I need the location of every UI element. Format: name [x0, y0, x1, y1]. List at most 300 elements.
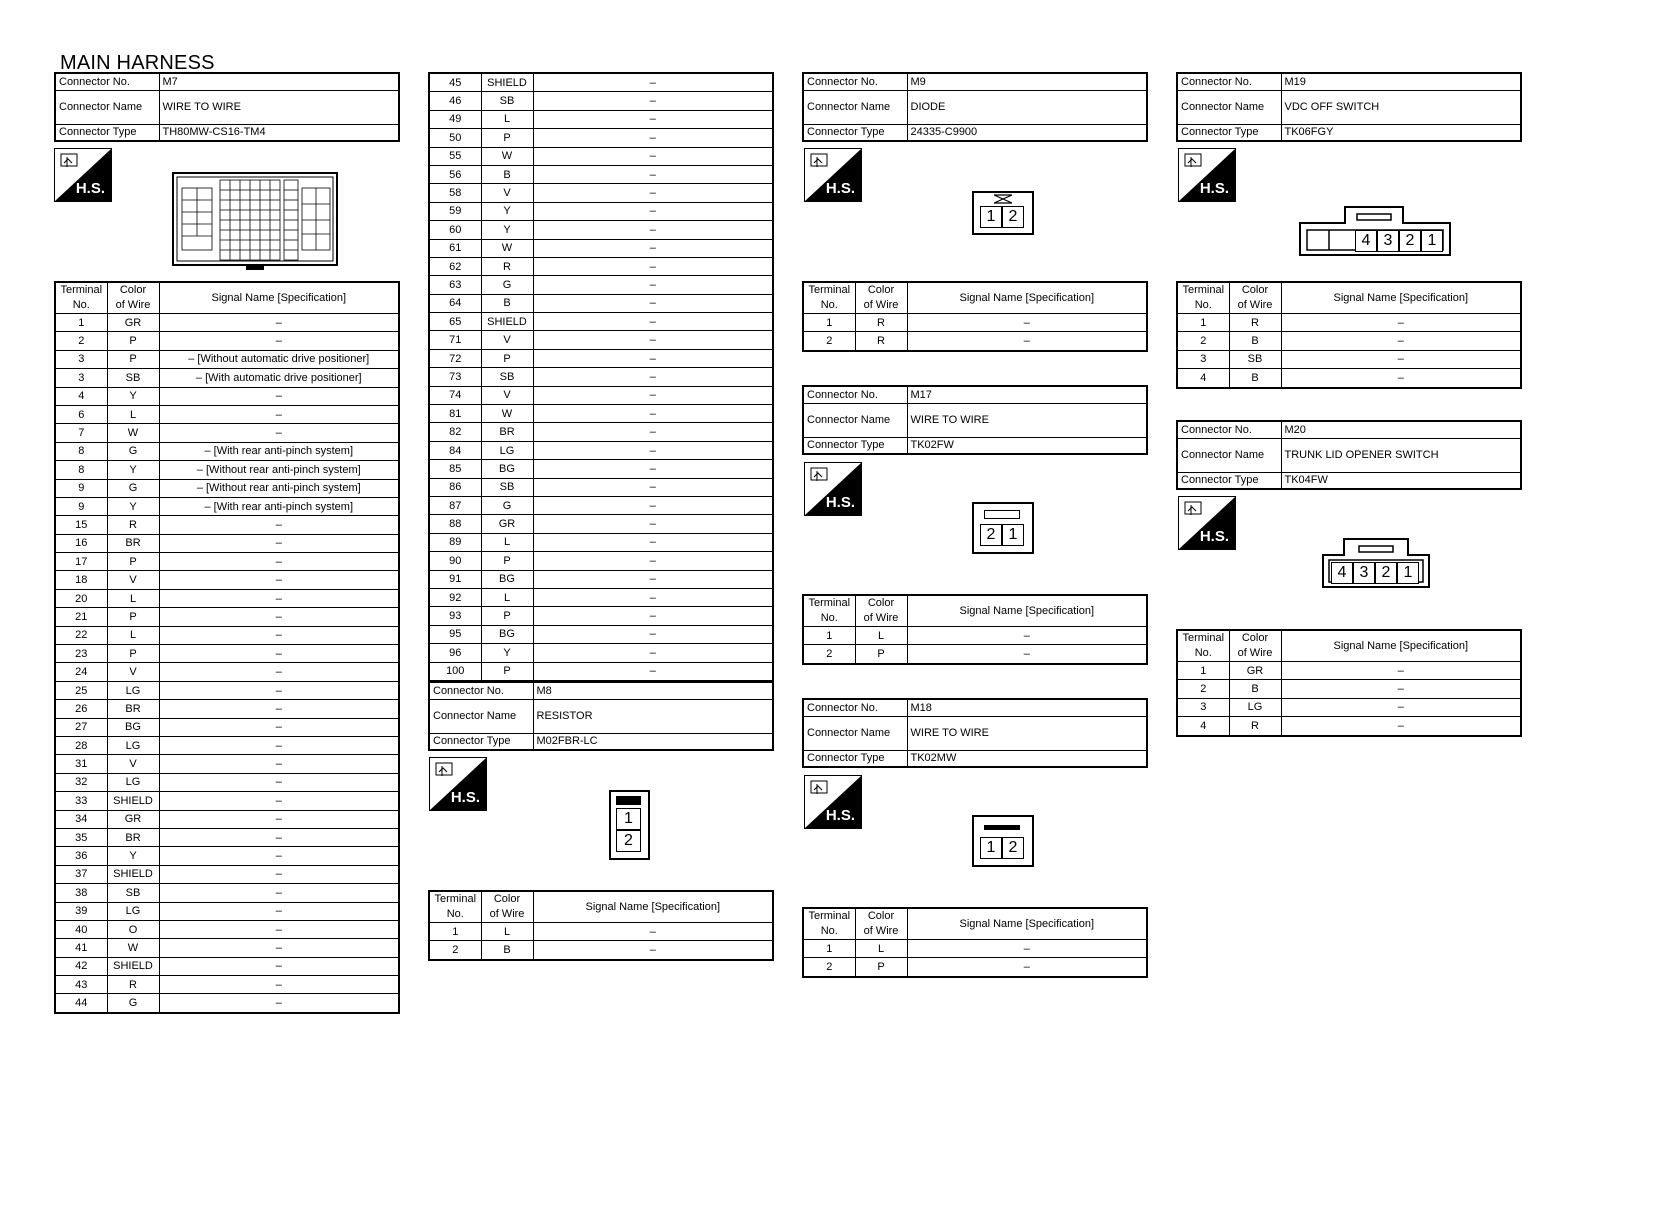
terminal-no-cell: 3: [55, 369, 107, 387]
wire-color-cell: GR: [107, 810, 159, 828]
m17-pin: 2: [980, 524, 1002, 546]
wire-color-cell: W: [481, 239, 533, 257]
terminal-no-cell: 88: [429, 515, 481, 533]
wire-color-cell: R: [107, 516, 159, 534]
header-signal-name: Signal Name [Specification]: [159, 282, 399, 314]
signal-name-cell: –: [159, 534, 399, 552]
header-signal-name: Signal Name [Specification]: [907, 282, 1147, 314]
table-row: [55, 553, 399, 571]
table-row: [429, 662, 773, 681]
m19-pin: 4: [1355, 230, 1377, 252]
hs-label: H.S.: [1199, 180, 1229, 197]
terminal-no-cell: 64: [429, 294, 481, 312]
signal-name-cell: –: [533, 331, 773, 349]
header-signal-name: Signal Name [Specification]: [907, 908, 1147, 940]
table-row: [55, 314, 399, 332]
m19-connector-type: TK06FGY: [1281, 124, 1521, 141]
signal-name-cell: –: [533, 184, 773, 202]
wire-color-cell: V: [481, 184, 533, 202]
table-row: [429, 644, 773, 662]
signal-name-cell: –: [533, 460, 773, 478]
label-connector-no: Connector No.: [803, 386, 907, 403]
terminal-no-cell: 2: [803, 332, 855, 351]
wire-color-cell: LG: [1229, 698, 1281, 716]
hs-harness-side-icon: [429, 757, 487, 811]
table-row: [55, 755, 399, 773]
header-color-of-wire: Color of Wire: [107, 282, 159, 314]
signal-name-cell: –: [159, 736, 399, 754]
signal-name-cell: –: [159, 332, 399, 350]
hs-harness-side-icon: [804, 462, 862, 516]
table-row: [429, 570, 773, 588]
terminal-no-cell: 87: [429, 496, 481, 514]
table-row: [55, 626, 399, 644]
signal-name-cell: –: [907, 958, 1147, 977]
signal-name-cell: –: [159, 718, 399, 736]
table-row: [429, 184, 773, 202]
m20-connector-face-icon: [1322, 538, 1430, 586]
signal-name-cell: –: [159, 424, 399, 442]
signal-name-cell: –: [159, 828, 399, 846]
m17-connector-no: M17: [907, 386, 1147, 403]
signal-name-cell: –: [533, 441, 773, 459]
wire-color-cell: P: [481, 662, 533, 681]
table-row: [55, 865, 399, 883]
wire-color-cell: G: [107, 479, 159, 497]
signal-name-cell: – [With automatic drive positioner]: [159, 369, 399, 387]
header-signal-name: Signal Name [Specification]: [1281, 282, 1521, 314]
label-connector-type: Connector Type: [55, 124, 159, 141]
table-row: [429, 239, 773, 257]
terminal-no-cell: 2: [429, 941, 481, 960]
label-connector-name: Connector Name: [803, 90, 907, 124]
terminal-no-cell: 23: [55, 645, 107, 663]
wire-color-cell: SB: [481, 92, 533, 110]
table-row: [55, 736, 399, 754]
wire-color-cell: L: [481, 923, 533, 941]
wire-color-cell: G: [107, 442, 159, 460]
terminal-no-cell: 41: [55, 939, 107, 957]
header-terminal-no: Terminal No.: [803, 282, 855, 314]
table-row: [55, 497, 399, 515]
signal-name-cell: –: [533, 221, 773, 239]
table-row: [55, 994, 399, 1013]
table-row: [55, 350, 399, 368]
wire-color-cell: W: [107, 939, 159, 957]
signal-name-cell: –: [159, 773, 399, 791]
terminal-no-cell: 21: [55, 608, 107, 626]
connector-m20-info: [1176, 420, 1522, 490]
terminal-no-cell: 32: [55, 773, 107, 791]
header-signal-name: Signal Name [Specification]: [907, 595, 1147, 627]
table-row: [1177, 332, 1521, 350]
m18-pin: 2: [1002, 837, 1024, 859]
m19-connector-face-icon: [1299, 206, 1449, 254]
hs-label: H.S.: [1199, 528, 1229, 545]
wire-color-cell: B: [481, 165, 533, 183]
label-connector-name: Connector Name: [803, 716, 907, 750]
hs-label: H.S.: [825, 807, 855, 824]
terminal-no-cell: 40: [55, 920, 107, 938]
wire-color-cell: P: [107, 645, 159, 663]
terminal-no-cell: 6: [55, 405, 107, 423]
table-row: [429, 386, 773, 404]
table-row: [803, 627, 1147, 645]
table-row: [55, 461, 399, 479]
signal-name-cell: –: [159, 553, 399, 571]
signal-name-cell: –: [533, 386, 773, 404]
terminal-no-cell: 59: [429, 202, 481, 220]
table-row: [1177, 662, 1521, 680]
wire-color-cell: Y: [481, 221, 533, 239]
m7-connector-no: M7: [159, 73, 399, 90]
wire-color-cell: SHIELD: [481, 313, 533, 331]
wire-color-cell: BG: [481, 570, 533, 588]
signal-name-cell: –: [159, 626, 399, 644]
m8-lock-tab: [616, 796, 641, 805]
table-row: [429, 165, 773, 183]
table-row: [55, 828, 399, 846]
table-row: [55, 957, 399, 975]
wire-color-cell: L: [107, 589, 159, 607]
signal-name-cell: –: [1281, 680, 1521, 698]
terminal-no-cell: 44: [55, 994, 107, 1013]
m7-connector-type: TH80MW-CS16-TM4: [159, 124, 399, 141]
wire-color-cell: BG: [107, 718, 159, 736]
wire-color-cell: P: [107, 332, 159, 350]
m19-connector-no: M19: [1281, 73, 1521, 90]
label-connector-type: Connector Type: [1177, 472, 1281, 489]
table-row: [55, 884, 399, 902]
signal-name-cell: – [With rear anti-pinch system]: [159, 442, 399, 460]
m17-terminal-table: [802, 594, 1148, 665]
terminal-no-cell: 55: [429, 147, 481, 165]
connector-m19-info: [1176, 72, 1522, 142]
m20-pin: 3: [1353, 562, 1375, 584]
wire-color-cell: V: [481, 331, 533, 349]
table-row: [55, 589, 399, 607]
signal-name-cell: –: [533, 294, 773, 312]
table-row: [429, 625, 773, 643]
table-row: [55, 534, 399, 552]
connector-m17-info: [802, 385, 1148, 455]
wire-color-cell: BR: [107, 828, 159, 846]
table-row: [55, 369, 399, 387]
wire-color-cell: B: [481, 941, 533, 960]
signal-name-cell: –: [533, 570, 773, 588]
wire-color-cell: P: [107, 608, 159, 626]
m9-connector-no: M9: [907, 73, 1147, 90]
m7-connector-name: WIRE TO WIRE: [159, 90, 399, 124]
label-connector-type: Connector Type: [803, 124, 907, 141]
table-row: [429, 441, 773, 459]
signal-name-cell: –: [159, 976, 399, 994]
terminal-no-cell: 2: [1177, 332, 1229, 350]
wire-color-cell: BG: [481, 460, 533, 478]
m7-terminal-table-continued: [428, 72, 774, 682]
header-terminal-no: Terminal No.: [429, 891, 481, 923]
m18-connector-type: TK02MW: [907, 750, 1147, 767]
table-row: [429, 423, 773, 441]
wire-color-cell: R: [855, 332, 907, 351]
m8-connector-name: RESISTOR: [533, 699, 773, 733]
m19-pin: 1: [1421, 230, 1443, 252]
terminal-no-cell: 65: [429, 313, 481, 331]
hs-label: H.S.: [75, 180, 105, 197]
terminal-no-cell: 95: [429, 625, 481, 643]
wire-color-cell: Y: [481, 202, 533, 220]
label-connector-no: Connector No.: [1177, 73, 1281, 90]
terminal-no-cell: 84: [429, 441, 481, 459]
terminal-no-cell: 22: [55, 626, 107, 644]
m18-lock-tab: [984, 825, 1020, 830]
signal-name-cell: –: [1281, 350, 1521, 368]
table-row: [429, 257, 773, 275]
terminal-no-cell: 62: [429, 257, 481, 275]
signal-name-cell: –: [159, 387, 399, 405]
table-row: [55, 405, 399, 423]
wire-color-cell: R: [481, 257, 533, 275]
table-row: [429, 533, 773, 551]
table-row: [55, 442, 399, 460]
terminal-no-cell: 17: [55, 553, 107, 571]
terminal-no-cell: 50: [429, 129, 481, 147]
wire-color-cell: BR: [481, 423, 533, 441]
m7-connector-face-icon: [172, 172, 338, 275]
table-row: [429, 110, 773, 128]
table-row: [429, 331, 773, 349]
m9-connector-type: 24335-C9900: [907, 124, 1147, 141]
label-connector-name: Connector Name: [429, 699, 533, 733]
terminal-no-cell: 1: [803, 940, 855, 958]
signal-name-cell: –: [533, 73, 773, 92]
wire-color-cell: R: [855, 314, 907, 332]
signal-name-cell: –: [159, 810, 399, 828]
signal-name-cell: –: [159, 700, 399, 718]
table-row: [55, 792, 399, 810]
table-row: [803, 314, 1147, 332]
m19-pin: 3: [1377, 230, 1399, 252]
signal-name-cell: –: [159, 405, 399, 423]
wire-color-cell: GR: [1229, 662, 1281, 680]
wire-color-cell: P: [481, 349, 533, 367]
signal-name-cell: –: [533, 625, 773, 643]
header-color-of-wire: Color of Wire: [855, 282, 907, 314]
wire-color-cell: G: [481, 276, 533, 294]
header-signal-name: Signal Name [Specification]: [1281, 630, 1521, 662]
table-row: [55, 920, 399, 938]
signal-name-cell: –: [159, 681, 399, 699]
terminal-no-cell: 42: [55, 957, 107, 975]
wire-color-cell: G: [481, 496, 533, 514]
terminal-no-cell: 86: [429, 478, 481, 496]
table-row: [55, 332, 399, 350]
m7-terminal-table: [54, 281, 400, 1014]
signal-name-cell: –: [533, 147, 773, 165]
m20-connector-name: TRUNK LID OPENER SWITCH: [1281, 438, 1521, 472]
terminal-no-cell: 34: [55, 810, 107, 828]
m20-pin: 1: [1397, 562, 1419, 584]
wire-color-cell: P: [107, 553, 159, 571]
wire-color-cell: B: [1229, 680, 1281, 698]
connector-m9-info: [802, 72, 1148, 142]
signal-name-cell: –: [533, 276, 773, 294]
m19-terminal-table: [1176, 281, 1522, 389]
terminal-no-cell: 38: [55, 884, 107, 902]
terminal-no-cell: 7: [55, 424, 107, 442]
table-row: [1177, 680, 1521, 698]
terminal-no-cell: 43: [55, 976, 107, 994]
m17-lock-tab: [984, 510, 1020, 519]
signal-name-cell: –: [907, 314, 1147, 332]
table-row: [429, 368, 773, 386]
signal-name-cell: –: [533, 607, 773, 625]
wire-color-cell: L: [855, 627, 907, 645]
signal-name-cell: –: [533, 313, 773, 331]
wire-color-cell: Y: [107, 497, 159, 515]
terminal-no-cell: 56: [429, 165, 481, 183]
signal-name-cell: – [Without rear anti-pinch system]: [159, 479, 399, 497]
table-row: [55, 479, 399, 497]
wire-color-cell: SB: [107, 369, 159, 387]
terminal-no-cell: 73: [429, 368, 481, 386]
signal-name-cell: –: [1281, 369, 1521, 388]
wire-color-cell: BG: [481, 625, 533, 643]
terminal-no-cell: 33: [55, 792, 107, 810]
signal-name-cell: –: [533, 257, 773, 275]
terminal-no-cell: 58: [429, 184, 481, 202]
m18-connector-no: M18: [907, 699, 1147, 716]
signal-name-cell: –: [533, 533, 773, 551]
wire-color-cell: P: [107, 350, 159, 368]
signal-name-cell: –: [159, 865, 399, 883]
wire-color-cell: L: [107, 405, 159, 423]
signal-name-cell: – [Without rear anti-pinch system]: [159, 461, 399, 479]
wire-color-cell: GR: [481, 515, 533, 533]
m20-terminal-table: [1176, 629, 1522, 737]
table-row: [429, 129, 773, 147]
m19-pin: 2: [1399, 230, 1421, 252]
signal-name-cell: –: [159, 645, 399, 663]
signal-name-cell: –: [533, 239, 773, 257]
wire-color-cell: V: [481, 386, 533, 404]
wire-color-cell: SB: [1229, 350, 1281, 368]
terminal-no-cell: 31: [55, 755, 107, 773]
hs-label: H.S.: [450, 789, 480, 806]
label-connector-type: Connector Type: [803, 750, 907, 767]
table-row: [55, 976, 399, 994]
signal-name-cell: –: [1281, 698, 1521, 716]
signal-name-cell: –: [159, 755, 399, 773]
signal-name-cell: –: [533, 644, 773, 662]
table-row: [803, 332, 1147, 351]
wire-color-cell: P: [855, 958, 907, 977]
signal-name-cell: –: [159, 663, 399, 681]
wire-color-cell: L: [855, 940, 907, 958]
m8-pin: 1: [616, 808, 641, 830]
wire-color-cell: B: [481, 294, 533, 312]
terminal-no-cell: 39: [55, 902, 107, 920]
terminal-no-cell: 3: [1177, 698, 1229, 716]
signal-name-cell: –: [533, 923, 773, 941]
wire-color-cell: P: [481, 607, 533, 625]
terminal-no-cell: 27: [55, 718, 107, 736]
table-row: [429, 349, 773, 367]
signal-name-cell: –: [907, 940, 1147, 958]
terminal-no-cell: 89: [429, 533, 481, 551]
table-row: [429, 92, 773, 110]
table-row: [429, 496, 773, 514]
table-row: [55, 773, 399, 791]
table-row: [55, 847, 399, 865]
signal-name-cell: –: [533, 110, 773, 128]
table-row: [55, 645, 399, 663]
m9-terminal-table: [802, 281, 1148, 352]
terminal-no-cell: 9: [55, 497, 107, 515]
wire-color-cell: Y: [107, 847, 159, 865]
signal-name-cell: –: [533, 515, 773, 533]
signal-name-cell: –: [159, 920, 399, 938]
terminal-no-cell: 2: [55, 332, 107, 350]
wire-color-cell: LG: [107, 902, 159, 920]
table-row: [429, 515, 773, 533]
terminal-no-cell: 8: [55, 461, 107, 479]
header-terminal-no: Terminal No.: [1177, 282, 1229, 314]
connector-m18-info: [802, 698, 1148, 768]
terminal-no-cell: 1: [1177, 314, 1229, 332]
wire-color-cell: SHIELD: [107, 792, 159, 810]
signal-name-cell: –: [533, 662, 773, 681]
wire-color-cell: P: [855, 645, 907, 664]
header-color-of-wire: Color of Wire: [855, 595, 907, 627]
terminal-no-cell: 93: [429, 607, 481, 625]
table-row: [429, 607, 773, 625]
hs-label: H.S.: [825, 494, 855, 511]
label-connector-no: Connector No.: [803, 699, 907, 716]
terminal-no-cell: 36: [55, 847, 107, 865]
terminal-no-cell: 20: [55, 589, 107, 607]
signal-name-cell: –: [533, 552, 773, 570]
label-connector-no: Connector No.: [1177, 421, 1281, 438]
header-terminal-no: Terminal No.: [55, 282, 107, 314]
terminal-no-cell: 37: [55, 865, 107, 883]
signal-name-cell: –: [1281, 332, 1521, 350]
m9-connector-name: DIODE: [907, 90, 1147, 124]
m20-pin: 2: [1375, 562, 1397, 584]
signal-name-cell: –: [159, 571, 399, 589]
table-row: [55, 387, 399, 405]
wire-color-cell: L: [481, 110, 533, 128]
table-row: [803, 958, 1147, 977]
terminal-no-cell: 2: [1177, 680, 1229, 698]
table-row: [429, 147, 773, 165]
header-color-of-wire: Color of Wire: [1229, 630, 1281, 662]
wire-color-cell: G: [107, 994, 159, 1013]
table-row: [429, 588, 773, 606]
signal-name-cell: –: [533, 588, 773, 606]
wire-color-cell: O: [107, 920, 159, 938]
wire-color-cell: Y: [107, 387, 159, 405]
wire-color-cell: P: [481, 129, 533, 147]
signal-name-cell: –: [159, 608, 399, 626]
wire-color-cell: LG: [107, 773, 159, 791]
table-row: [55, 424, 399, 442]
hs-harness-side-icon: [1178, 496, 1236, 550]
wire-color-cell: W: [481, 147, 533, 165]
terminal-no-cell: 46: [429, 92, 481, 110]
wire-color-cell: R: [107, 976, 159, 994]
signal-name-cell: –: [907, 627, 1147, 645]
